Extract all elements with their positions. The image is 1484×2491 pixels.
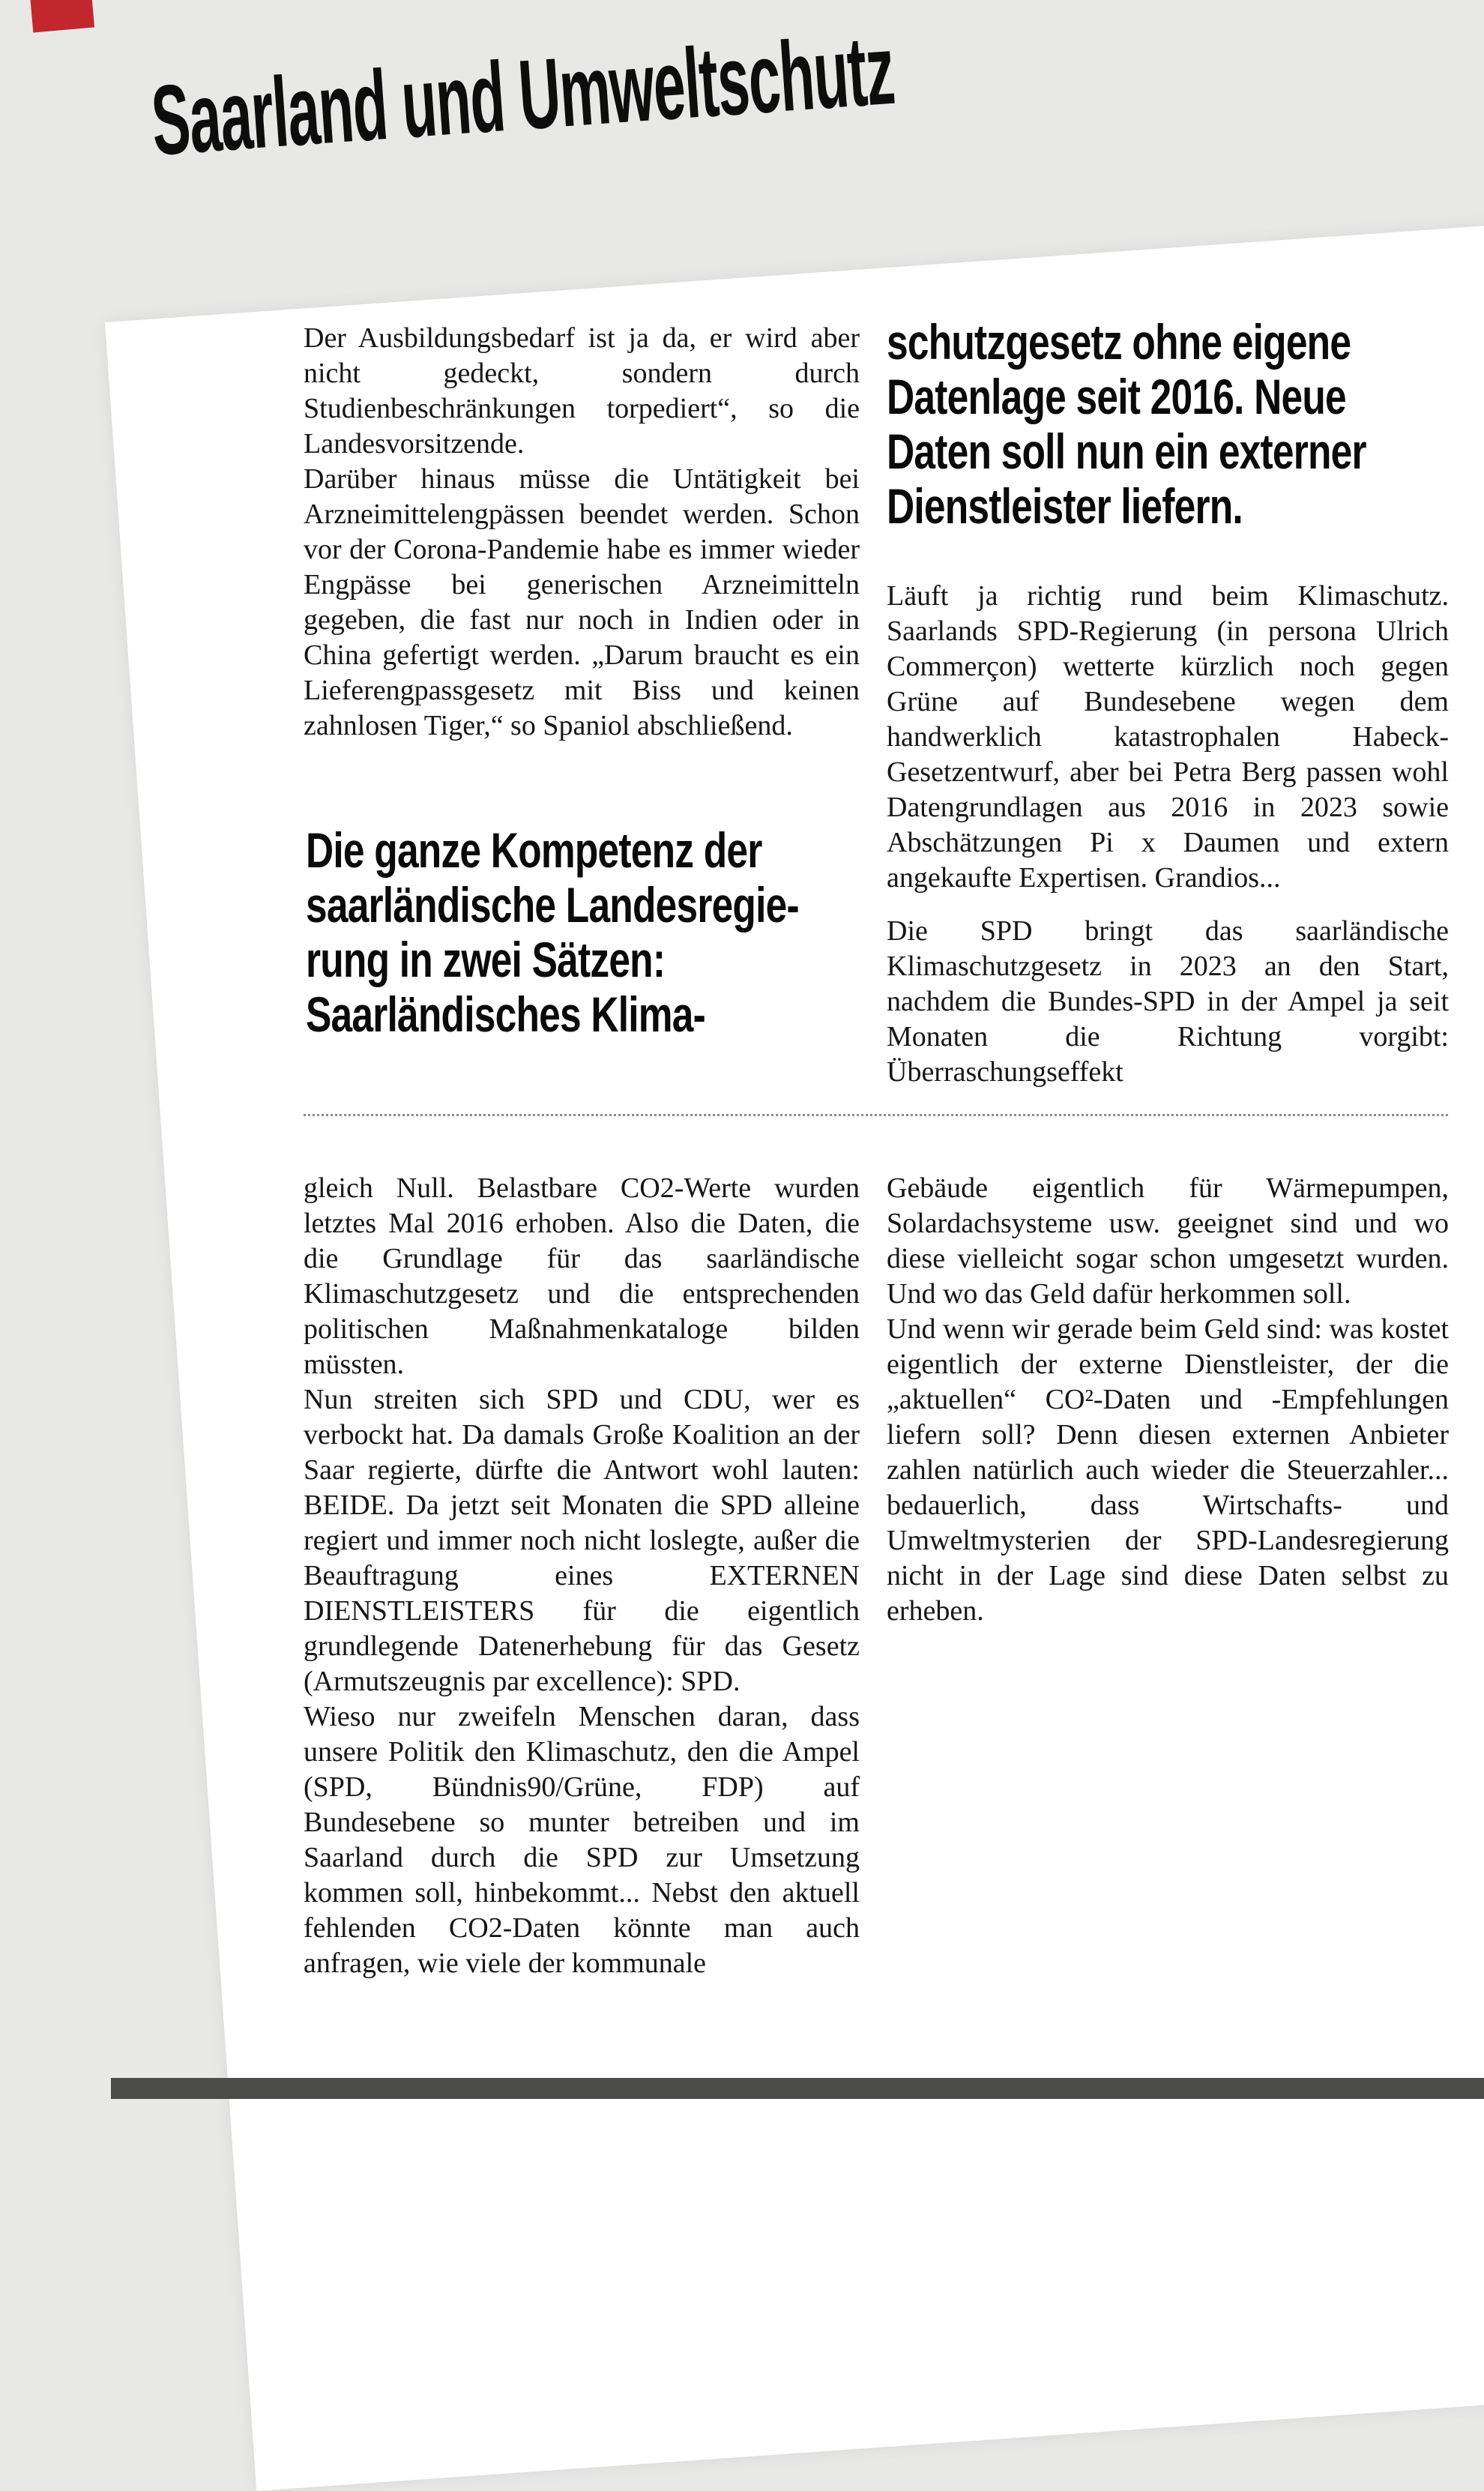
- subheadline-line: saarländische Landesregie-: [306, 877, 799, 933]
- body-paragraph: Der Ausbildungsbedarf ist ja da, er wird aber nicht gedeckt, sondern durch Studienbeschränkungen torpediert“, so die Landesvorsitzende.: [304, 322, 860, 460]
- subheadline-line: rung in zwei Sätzen:: [306, 932, 666, 987]
- body-paragraph: Die SPD bringt das saarländische Klimaschutzgesetz in 2023 an den Start, nachdem die Bundes-SPD in der Ampel ja seit Monaten die Richtung vorgibt: Überraschungseffekt: [887, 915, 1449, 1088]
- body-paragraph: Darüber hinaus müsse die Untätigkeit bei Arzneimittelengpässen beendet werden. Schon vor der Corona-Pandemie habe es immer wieder Engpässe bei generischen Arzneimitteln gegeben, die fast nur noch in Indien oder in China gefertigt werden. „Darum braucht es ein Lieferengpassgesetz mit Biss und keinen zahnlosen Tiger,“ so Spaniol abschließend.: [304, 463, 860, 741]
- next-page-edge-bar: [111, 2078, 1484, 2099]
- corner-accent-mark: [30, 0, 94, 32]
- right-subheadline: [887, 315, 1484, 534]
- subheadline-line: Datenlage seit 2016. Neue: [887, 369, 1346, 424]
- page-title-text: Saarland und Umweltschutz: [148, 13, 898, 176]
- subheadline-line: Die ganze Kompetenz der: [306, 822, 762, 878]
- lower-right-column: [887, 1171, 1449, 1629]
- upper-right-column: [887, 579, 1449, 1090]
- body-paragraph: Nun streiten sich SPD und CDU, wer es verbockt hat. Da damals Große Koalition an der Saar regierte, dürfte die Antwort wohl lauten: BEIDE. Da jetzt seit Monaten die SPD alleine regiert und immer noch nicht loslegte, außer die Beauftragung eines EXTERNEN DIENSTLEISTERS für die eigentlich grundlegende Datenerhebung für das Gesetz (Armutszeugnis par excellence): SPD.: [304, 1384, 860, 1697]
- body-paragraph: gleich Null. Belastbare CO2-Werte wurden letztes Mal 2016 erhoben. Also die Daten, die die Grundlage für das saarländische Klimaschutzgesetz und die entsprechenden politischen Maßnahmenkataloge bilden müssten.: [304, 1172, 860, 1380]
- body-paragraph: Wieso nur zweifeln Menschen daran, dass unsere Politik den Klimaschutz, den die Ampel (SPD, Bündnis90/Grüne, FDP) auf Bundesebene so munter betreiben und im Saarland durch die SPD zur Umsetzung kommen soll, hinbekommt... Nebst den aktuell fehlenden CO2-Daten könnte man auch anfragen, wie viele der kommunale: [304, 1701, 860, 1979]
- body-paragraph: Läuft ja richtig rund beim Klimaschutz. Saarlands SPD-Regierung (in persona Ulrich Commerçon) wetterte kürzlich noch gegen Grüne auf Bundesebene wegen dem handwerklich katastrophalen Habeck-Gesetzentwurf, aber bei Petra Berg passen wohl Datengrundlagen aus 2016 in 2023 sowie Abschätzungen Pi x Daumen und extern angekaufte Expertisen. Grandios...: [887, 580, 1449, 894]
- upper-left-column: [304, 321, 860, 744]
- dotted-divider: [304, 1114, 1448, 1116]
- lower-left-column: [304, 1171, 860, 1981]
- body-paragraph: Gebäude eigentlich für Wärmepumpen, Solardachsysteme usw. geeignet sind und wo diese vielleicht sogar schon umgesetzt wurden. Und wo das Geld dafür herkommen soll.: [887, 1172, 1449, 1310]
- subheadline-line: schutzgesetz ohne eigene: [887, 314, 1351, 370]
- left-subheadline: [306, 823, 938, 1042]
- subheadline-line: Dienstleister liefern.: [887, 478, 1243, 534]
- subheadline-line: Daten soll nun ein externer: [887, 424, 1366, 479]
- body-paragraph: Und wenn wir gerade beim Geld sind: was kostet eigentlich der externe Dienstleister, der die „aktuellen“ CO²-Daten und -Empfehlungen liefern soll? Denn diesen externen Anbieter zahlen natürlich auch wieder die Steuerzahler... bedauerlich, dass Wirtschafts- und Umweltmysterien der SPD-Landesregierung nicht in der Lage sind diese Daten selbst zu erheben.: [887, 1313, 1449, 1627]
- subheadline-line: Saarländisches Klima-: [306, 987, 705, 1042]
